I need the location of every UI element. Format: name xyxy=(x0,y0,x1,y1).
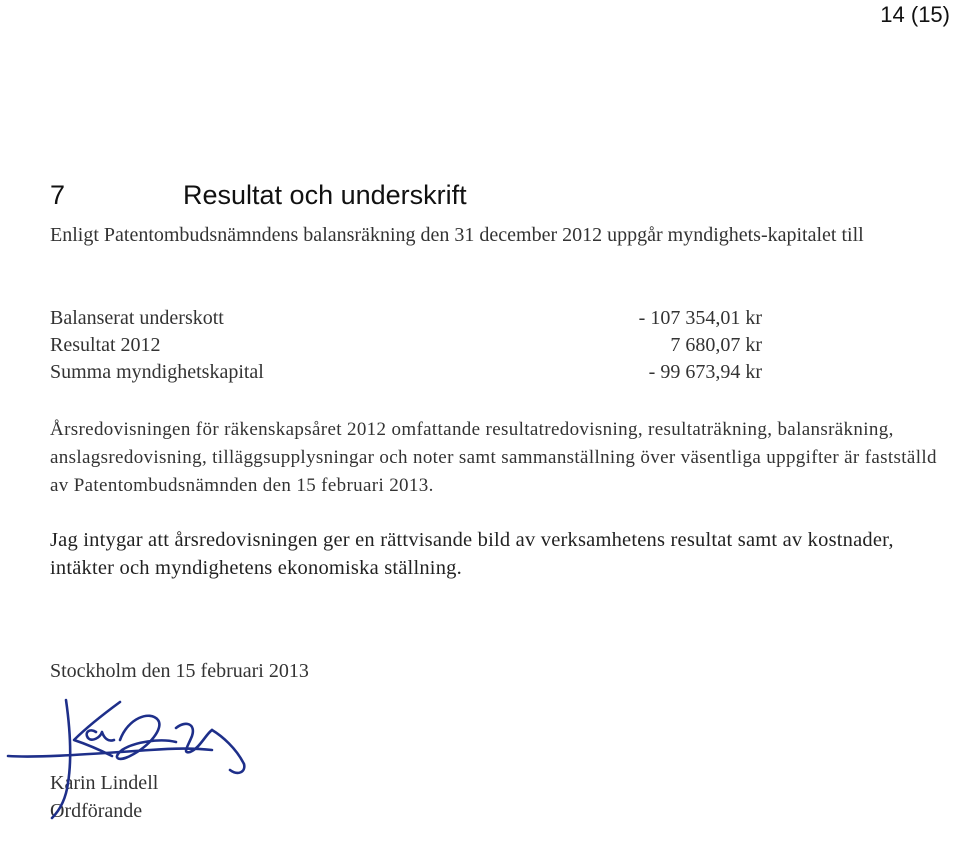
section-number: 7 xyxy=(50,180,66,210)
signer-name: Karin Lindell xyxy=(50,772,159,794)
balance-label: Balanserat underskott xyxy=(50,307,224,329)
balance-table xyxy=(50,305,762,386)
section-heading xyxy=(50,180,467,211)
place-date: Stockholm den 15 februari 2013 xyxy=(50,660,309,682)
balance-label: Summa myndighetskapital xyxy=(50,361,264,383)
handwritten-signature xyxy=(0,688,260,823)
balance-row-total xyxy=(50,359,762,386)
signature-strokes xyxy=(8,700,244,818)
balance-label: Resultat 2012 xyxy=(50,334,161,356)
signature-stroke xyxy=(52,700,70,818)
signer-title: Ordförande xyxy=(50,800,143,822)
signature-stroke xyxy=(87,730,114,740)
signature-stroke xyxy=(74,702,120,756)
balance-amount: - 99 673,94 kr xyxy=(648,361,762,383)
balance-row xyxy=(50,332,762,359)
intro-paragraph: Enligt Patentombudsnämndens balansräkning den 31 december 2012 uppgår myndighets-kapitalet till xyxy=(50,224,864,246)
balance-amount: 7 680,07 kr xyxy=(670,334,762,356)
section-title: Resultat och underskrift xyxy=(183,180,467,210)
page-number: 14 (15) xyxy=(880,2,950,27)
certification-paragraph: Jag intygar att årsredovisningen ger en rättvisande bild av verksamhetens resultat samt av kostnader, intäkter och myndighetens ekonomiska ställning. xyxy=(50,529,894,579)
balance-amount: - 107 354,01 kr xyxy=(638,307,762,329)
balance-row xyxy=(50,305,762,332)
signature-stroke xyxy=(212,730,244,773)
annual-report-paragraph: Årsredovisningen för räkenskapsåret 2012 omfattande resultatredovisning, resultaträkning, balansräkning, anslagsredovisning, tilläggsupplysningar och noter samt sammanställning över väsentliga uppgifter är fastställd av Patentombudsnämnden den 15 februari 2013. xyxy=(50,419,937,496)
